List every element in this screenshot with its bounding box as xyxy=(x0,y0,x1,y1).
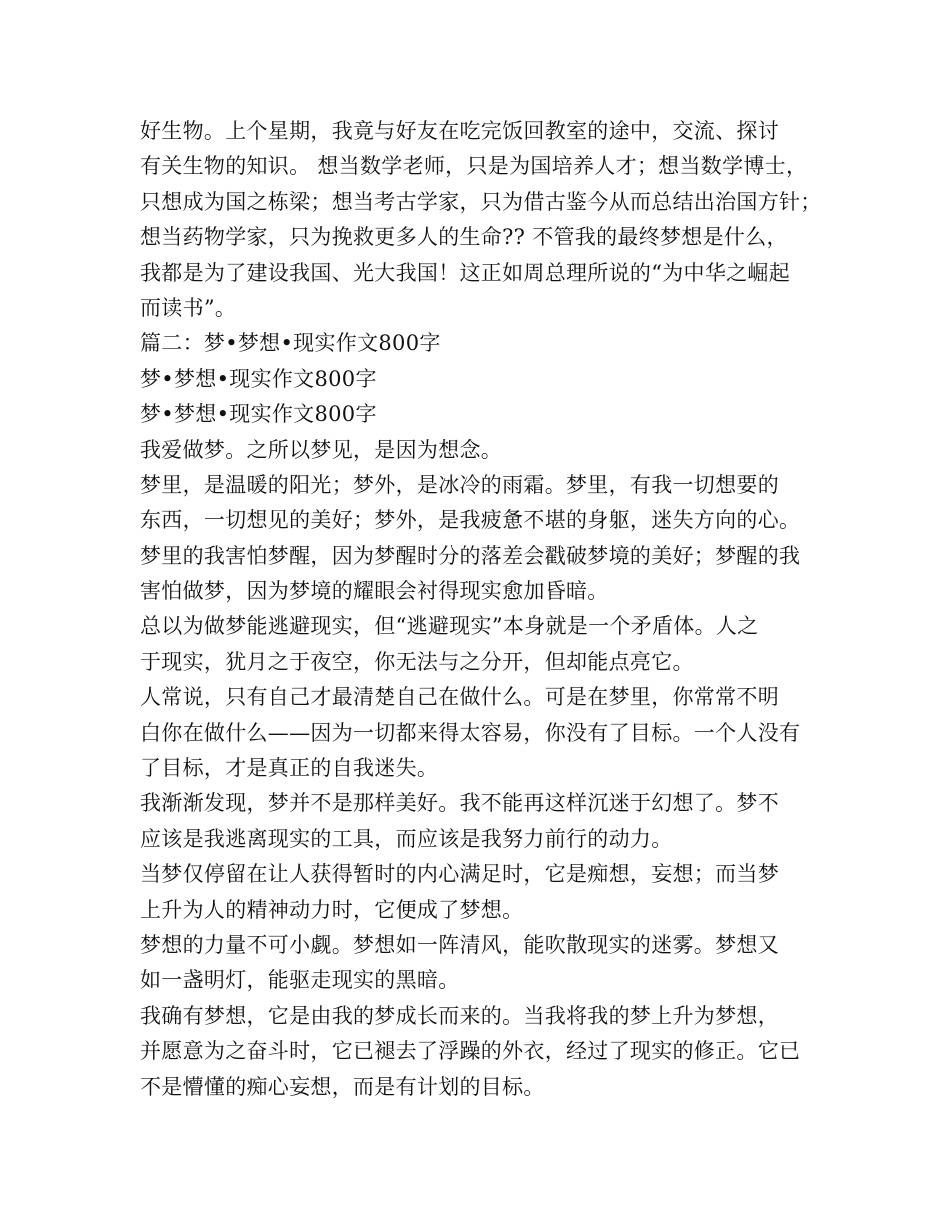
text-line: 于现实，犹月之于夜空，你无法与之分开，但却能点亮它。 xyxy=(140,649,694,674)
text-line: 应该是我逃离现实的工具，而应该是我努力前行的动力。 xyxy=(140,826,673,851)
text-line: 当梦仅停留在让人获得暂时的内心满足时，它是痴想，妄想；而当梦 xyxy=(140,862,779,887)
text-line: 害怕做梦，因为梦境的耀眼会衬得现实愈加昏暗。 xyxy=(140,579,609,604)
text-line: 了目标，才是真正的自我迷失。 xyxy=(140,756,439,781)
text-line: 梦想的力量不可小觑。梦想如一阵清风，能吹散现实的迷雾。梦想又 xyxy=(140,932,779,957)
text-line: 上升为人的精神动力时，它便成了梦想。 xyxy=(140,897,524,922)
text-line: 并愿意为之奋斗时，它已褪去了浮躁的外衣，经过了现实的修正。它已 xyxy=(140,1039,801,1064)
text-line: 我爱做梦。之所以梦见，是因为想念。 xyxy=(140,437,503,462)
text-line: 我确有梦想，它是由我的梦成长而来的。当我将我的梦上升为梦想， xyxy=(140,1003,779,1028)
text-line: 东西，一切想见的美好；梦外，是我疲惫不堪的身躯，迷失方向的心。 xyxy=(140,508,801,533)
section-heading: 篇二：梦•梦想•现实作文800字 xyxy=(140,331,441,356)
text-line: 而读书”。 xyxy=(140,295,237,320)
text-line: 如一盏明灯，能驱走现实的黑暗。 xyxy=(140,968,460,993)
article-title: 梦•梦想•现实作文800字 xyxy=(140,366,377,391)
body-text xyxy=(140,114,820,1105)
text-line: 梦里，是温暖的阳光；梦外，是冰冷的雨霜。梦里，有我一切想要的 xyxy=(140,472,779,497)
text-line: 白你在做什么——因为一切都来得太容易，你没有了目标。一个人没有 xyxy=(140,720,801,745)
text-line: 我都是为了建设我国、光大我国！这正如周总理所说的“为中华之崛起 xyxy=(140,260,791,285)
text-line: 想当药物学家，只为挽救更多人的生命?? 不管我的最终梦想是什么， xyxy=(140,225,788,250)
text-line: 梦里的我害怕梦醒，因为梦醒时分的落差会戳破梦境的美好；梦醒的我 xyxy=(140,543,801,568)
text-line: 有关生物的知识。 想当数学老师，只是为国培养人才；想当数学博士， xyxy=(140,154,808,179)
text-line: 我渐渐发现，梦并不是那样美好。我不能再这样沉迷于幻想了。梦不 xyxy=(140,791,779,816)
text-line: 不是懵懂的痴心妄想，而是有计划的目标。 xyxy=(140,1074,545,1099)
text-line: 好生物。上个星期，我竟与好友在吃完饭回教室的途中，交流、探讨 xyxy=(140,119,779,143)
text-line: 只想成为国之栋梁；想当考古学家，只为借古鉴今从而总结出治国方针； xyxy=(140,189,822,214)
article-title: 梦•梦想•现实作文800字 xyxy=(140,402,377,427)
text-line: 人常说，只有自己才最清楚自己在做什么。可是在梦里，你常常不明 xyxy=(140,685,779,710)
text-line: 总以为做梦能逃避现实，但“逃避现实”本身就是一个矛盾体。人之 xyxy=(140,614,759,639)
